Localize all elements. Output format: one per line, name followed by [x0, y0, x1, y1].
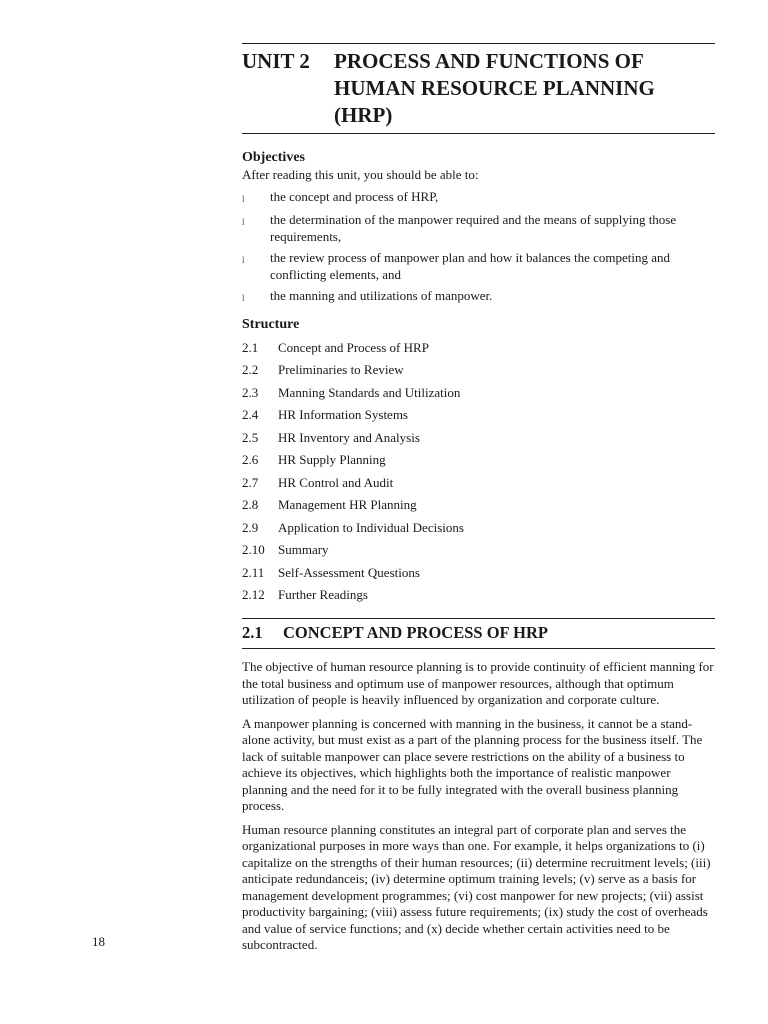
toc-label: Application to Individual Decisions [278, 519, 464, 535]
section-number: 2.1 [242, 623, 263, 642]
objectives-intro: After reading this unit, you should be able to: [242, 167, 479, 182]
toc-number: 2.12 [242, 587, 265, 602]
paragraph: The objective of human resource planning is to provide continuity of efficient manning for the total business and optimum use of manpower resources, although that optimum utilization of people is heavily influenced by organization and corporate culture. [242, 659, 714, 707]
unit-title [242, 44, 715, 133]
list-item [242, 542, 715, 558]
list-item [242, 362, 715, 378]
objective-text: the determination of the manpower required and the means of supplying those requirements, [270, 212, 677, 244]
unit-title-line: (HRP) [334, 103, 393, 127]
toc-label: Management HR Planning [278, 497, 417, 512]
bullet-icon: l [242, 255, 245, 265]
section-2-1 [242, 618, 715, 954]
paragraph: A manpower planning is concerned with manning in the business, it cannot be a stand-alone activity, but must exist as a part of the planning process for the business itself. The lack of suitable manpower can place severe restrictions on the ability of a business to achieve its objectives, which highlights both the importance of realistic manpower planning and the need for it to be fully integrated with the overall business planning process. [242, 715, 703, 813]
section-bottom-rule [242, 648, 715, 649]
toc-label: Preliminaries to Review [278, 362, 404, 377]
toc-label: Further Readings [278, 587, 368, 602]
structure-heading: Structure [242, 316, 300, 332]
toc-label: HR Control and Audit [278, 474, 394, 490]
list-item [242, 452, 715, 468]
list-item [242, 250, 715, 283]
toc-number: 2.8 [242, 497, 259, 512]
structure-list [242, 340, 715, 604]
toc-number: 2.10 [242, 542, 265, 557]
section-heading [242, 619, 715, 648]
objectives-list [242, 189, 715, 307]
page-content [242, 0, 715, 961]
unit-title-text [334, 48, 715, 129]
toc-label: HR Inventory and Analysis [278, 429, 420, 445]
list-item [242, 497, 715, 513]
section-title: CONCEPT AND PROCESS OF HRP [283, 623, 548, 642]
bullet-icon: l [242, 193, 245, 204]
bullet-icon: l [242, 217, 245, 227]
toc-label: Summary [278, 542, 329, 557]
list-item [242, 288, 715, 307]
toc-number: 2.2 [242, 362, 259, 377]
objective-text: the concept and process of HRP, [270, 188, 439, 204]
list-item [242, 520, 715, 536]
list-item [242, 430, 715, 446]
paragraph: Human resource planning constitutes an integral part of corporate plan and serves the organizational purposes in more ways than one. For example, it helps organizations to (i) capitalize on the strengths of their human resources; (ii) determine recruitment levels; (iii) anticipate redundanceis; (iv) determine optimum training levels; (v) serve as a basis for management development programmes; (vi) cost manpower for new projects; (vii) assist productivity bargaining; (viii) assess future requirements; (ix) study the cost of overheads and value of service functions; and (x) decide whether certain activities need to be subcontracted. [242, 821, 711, 952]
list-item [242, 587, 715, 603]
list-item [242, 565, 715, 581]
toc-label: Concept and Process of HRP [278, 339, 429, 355]
list-item [242, 407, 715, 423]
toc-label: HR Supply Planning [278, 452, 386, 467]
toc-label: Manning Standards and Utilization [278, 384, 461, 400]
toc-number: 2.4 [242, 407, 259, 422]
list-item [242, 385, 715, 401]
list-item [242, 475, 715, 491]
unit-title-line: PROCESS AND FUNCTIONS OF [334, 49, 644, 73]
objective-text: the manning and utilizations of manpower. [270, 288, 493, 303]
list-item [242, 189, 715, 208]
unit-header [242, 43, 715, 134]
toc-number: 2.9 [242, 519, 259, 535]
toc-label: Self-Assessment Questions [278, 564, 420, 580]
list-item [242, 212, 715, 245]
objectives-heading: Objectives [242, 150, 305, 165]
toc-number: 2.3 [242, 384, 259, 400]
section-body [242, 659, 715, 954]
page-number: 18 [92, 934, 105, 949]
unit-title-line: HUMAN RESOURCE PLANNING [334, 76, 655, 100]
toc-number: 2.5 [242, 429, 259, 445]
objective-text: the review process of manpower plan and how it balances the competing and conflicting elements, and [270, 250, 670, 282]
unit-number: UNIT 2 [242, 49, 310, 73]
toc-label: HR Information Systems [278, 407, 408, 422]
header-bottom-rule [242, 133, 715, 134]
toc-number: 2.11 [242, 564, 265, 580]
list-item [242, 340, 715, 356]
bullet-icon: l [242, 293, 245, 303]
toc-number: 2.7 [242, 474, 259, 490]
toc-number: 2.1 [242, 339, 259, 355]
toc-number: 2.6 [242, 452, 259, 467]
